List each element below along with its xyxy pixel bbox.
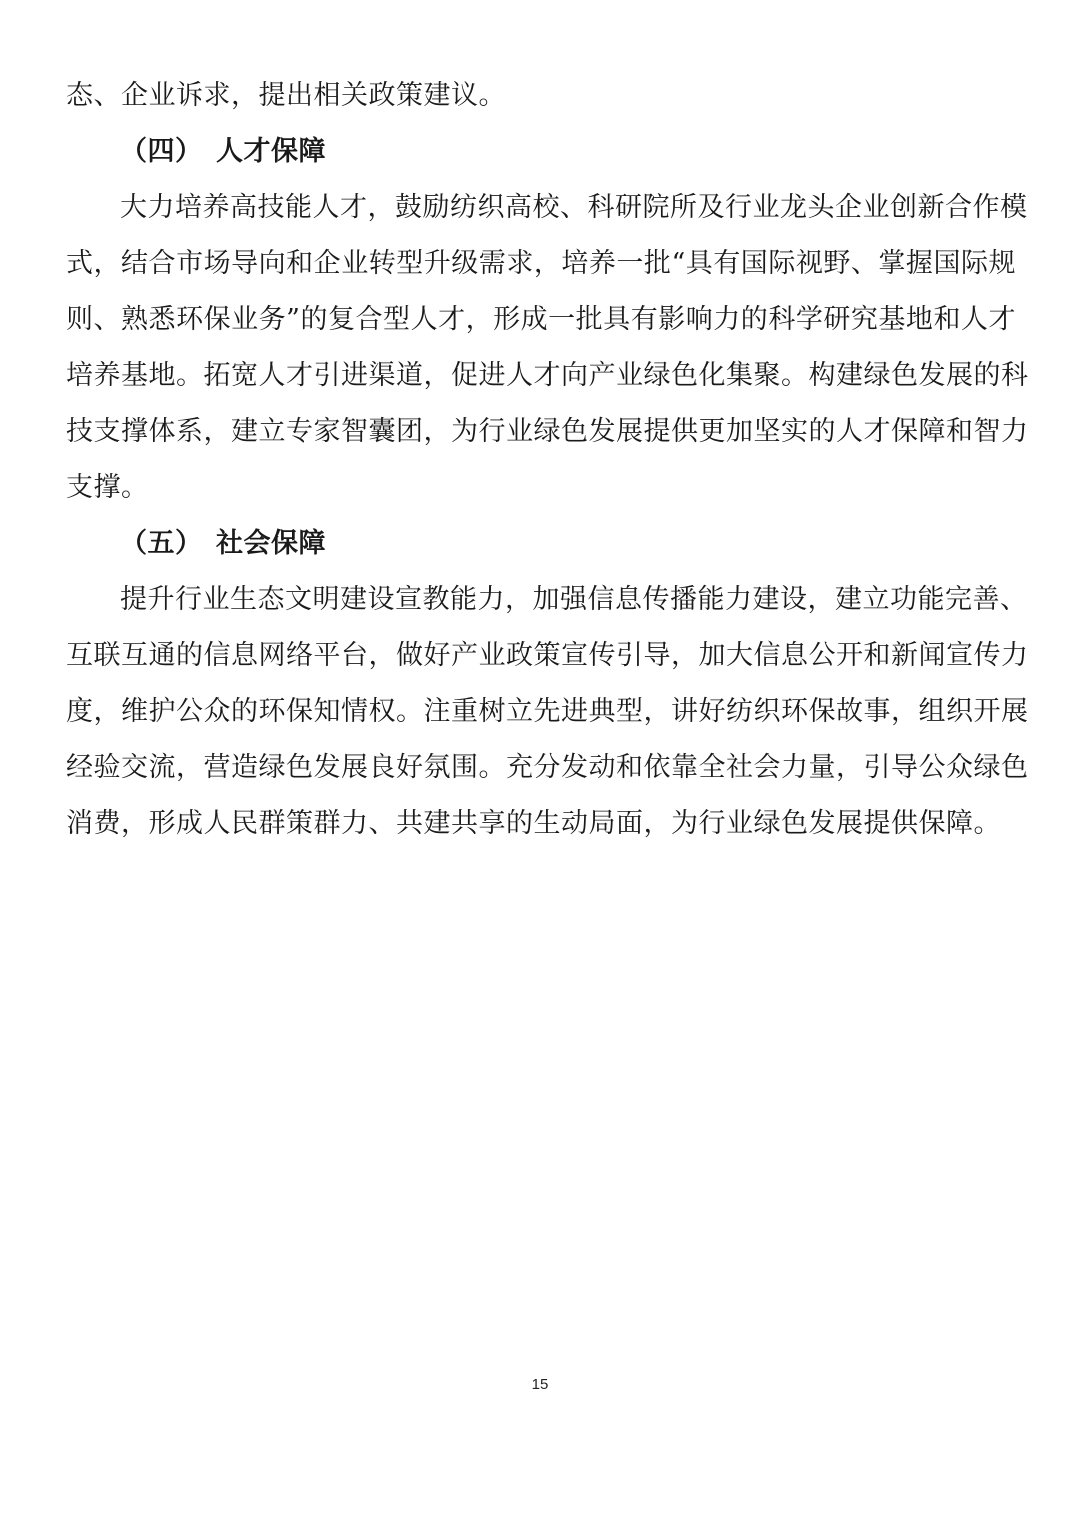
paragraph-line: 度，维护公众的环保知情权。注重树立先进典型，讲好纺织环保故事，组织开展	[66, 696, 1029, 727]
section-paragraph-talent	[66, 180, 1029, 516]
section-title: 社会保障	[216, 528, 326, 559]
section-number: （五）	[120, 528, 203, 559]
document-body	[66, 68, 1029, 852]
paragraph-line: 式，结合市场导向和企业转型升级需求，培养一批“具有国际视野、掌握国际规	[66, 248, 1016, 279]
section-number: （四）	[120, 136, 203, 167]
paragraph-line: 提升行业生态文明建设宣教能力，加强信息传播能力建设，建立功能完善、	[120, 584, 1028, 615]
section-title: 人才保障	[216, 136, 326, 167]
page-number: 15	[531, 1376, 549, 1393]
section-paragraph-social	[66, 572, 1029, 852]
paragraph-line: 互联互通的信息网络平台，做好产业政策宣传引导，加大信息公开和新闻宣传力	[66, 640, 1029, 671]
section-heading-talent	[66, 124, 1016, 180]
paragraph-line: 技支撑体系，建立专家智囊团，为行业绿色发展提供更加坚实的人才保障和智力	[66, 416, 1029, 447]
paragraph-line: 培养基地。拓宽人才引进渠道，促进人才向产业绿色化集聚。构建绿色发展的科	[66, 360, 1029, 391]
paragraph-line: 大力培养高技能人才，鼓励纺织高校、科研院所及行业龙头企业创新合作模	[120, 192, 1028, 223]
paragraph-line: 消费，形成人民群策群力、共建共享的生动局面，为行业绿色发展提供保障。	[66, 808, 1001, 839]
intro-line: 态、企业诉求，提出相关政策建议。	[66, 80, 506, 111]
section-heading-social	[66, 516, 1016, 572]
paragraph-line: 支撑。	[66, 472, 149, 503]
paragraph-line: 则、熟悉环保业务”的复合型人才，形成一批具有影响力的科学研究基地和人才	[66, 304, 1016, 335]
paragraph-line: 经验交流，营造绿色发展良好氛围。充分发动和依靠全社会力量，引导公众绿色	[66, 752, 1029, 783]
